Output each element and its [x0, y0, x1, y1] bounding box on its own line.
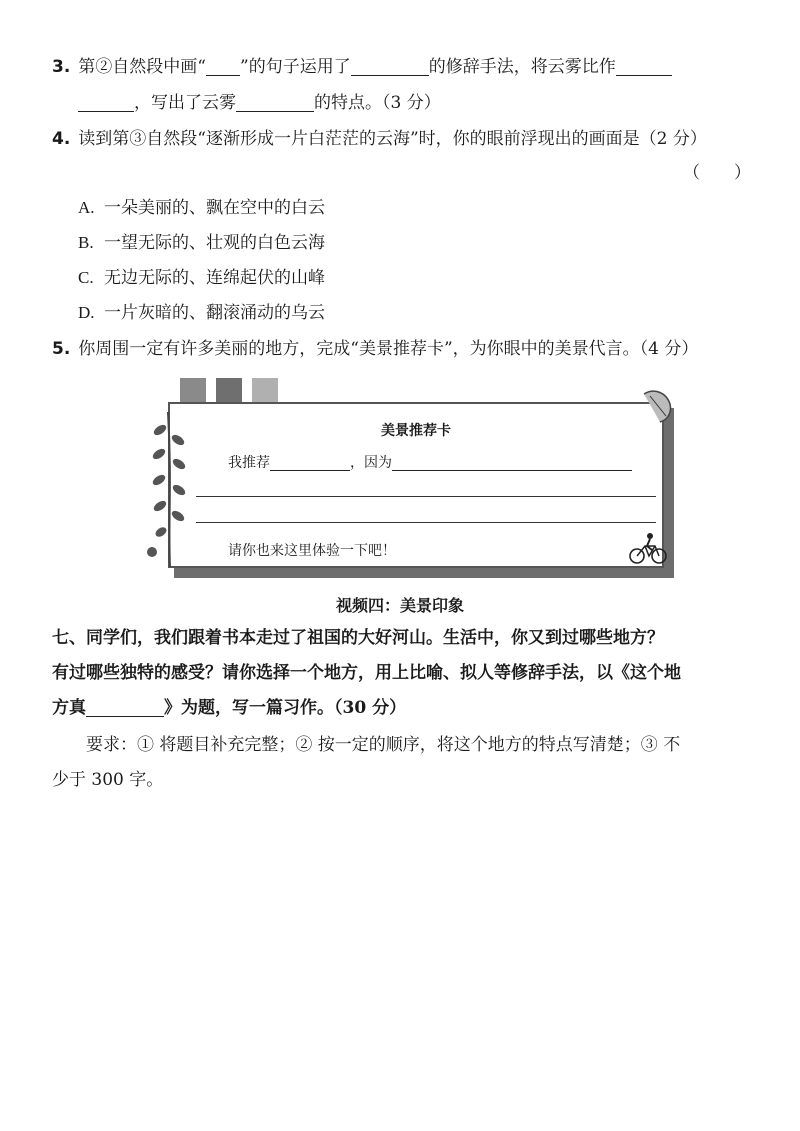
option-c[interactable] — [78, 266, 325, 290]
q3-blank-metaphor[interactable] — [616, 57, 672, 76]
section7-text-3b: 》为题，写一篇习作。（30 分） — [164, 698, 407, 718]
card-answer-line-2[interactable] — [196, 522, 656, 523]
question-4 — [52, 127, 707, 151]
requirements-line-1: 要求：① 将题目补充完整；② 按一定的顺序，将这个地方的特点写清楚；③ 不 — [86, 735, 681, 755]
recommendation-card — [140, 376, 680, 586]
card-because-label: ，因为 — [350, 455, 392, 471]
card-recommend-label: 我推荐 — [228, 455, 270, 471]
option-a[interactable] — [78, 196, 325, 220]
q3-text-part3: 的修辞手法，将云雾比作 — [428, 57, 616, 77]
section7-line-1: 七、同学们，我们跟着书本走过了祖国的大好河山。生活中，你又到过哪些地方？ — [52, 628, 664, 648]
section7-line-2: 有过哪些独特的感受？请你选择一个地方，用上比喻、拟人等修辞手法，以《这个地 — [52, 663, 681, 683]
option-d[interactable] — [78, 301, 325, 325]
q5-text: 你周围一定有许多美丽的地方，完成“美景推荐卡”，为你眼中的美景代言。（4 分） — [78, 339, 699, 359]
q3-blank-quote[interactable] — [206, 57, 240, 76]
question-5 — [52, 337, 698, 361]
question-3-line-1 — [52, 55, 672, 79]
q4-answer-paren[interactable]: （ ） — [683, 163, 751, 183]
card-body — [168, 402, 664, 568]
q3-text-part2: ”的句子运用了 — [240, 57, 351, 77]
card-title: 美景推荐卡 — [381, 423, 451, 439]
q3-blank-feature[interactable] — [236, 93, 314, 112]
question-number: 3. — [52, 57, 71, 77]
q3-text-part5: 的特点。（3 分） — [314, 93, 441, 113]
section7-text-3a: 方真 — [52, 698, 86, 718]
q3-text-part1: 第②自然段中画“ — [78, 57, 206, 77]
cyclist-icon — [628, 532, 668, 566]
video-caption: 视频四：美景印象 — [335, 596, 464, 615]
card-place-blank[interactable] — [270, 456, 350, 471]
option-b[interactable] — [78, 231, 325, 255]
q3-text-part4: ，写出了云雾 — [134, 93, 236, 113]
option-letter: D. — [78, 303, 95, 322]
q4-text: 读到第③自然段“逐渐形成一片白茫茫的云海”时，你的眼前浮现出的画面是（2 分） — [78, 129, 707, 149]
option-letter: B. — [78, 233, 94, 252]
card-answer-line-1[interactable] — [196, 496, 656, 497]
plant-decoration-icon — [146, 402, 194, 572]
card-reason-blank[interactable] — [392, 456, 632, 471]
leaf-decoration-icon — [640, 386, 680, 426]
q3-blank-rhetoric[interactable] — [351, 57, 429, 76]
question-number: 4. — [52, 129, 71, 149]
option-text: 无边无际的、连绵起伏的山峰 — [104, 268, 325, 288]
option-letter: C. — [78, 268, 94, 287]
requirements-line-2: 少于 300 字。 — [52, 770, 164, 790]
option-text: 一片灰暗的、翻滚涌动的乌云 — [104, 303, 325, 323]
card-closing: 请你也来这里体验一下吧！ — [228, 543, 396, 559]
question-3-line-2 — [78, 91, 441, 115]
option-text: 一朵美丽的、飘在空中的白云 — [104, 198, 325, 218]
question-number: 5. — [52, 339, 71, 359]
option-letter: A. — [78, 198, 95, 217]
card-recommend-row — [228, 452, 632, 472]
essay-title-blank[interactable] — [86, 698, 164, 717]
option-text: 一望无际的、壮观的白色云海 — [104, 233, 325, 253]
q3-blank-metaphor-cont[interactable] — [78, 93, 134, 112]
section7-line-3 — [52, 696, 406, 720]
